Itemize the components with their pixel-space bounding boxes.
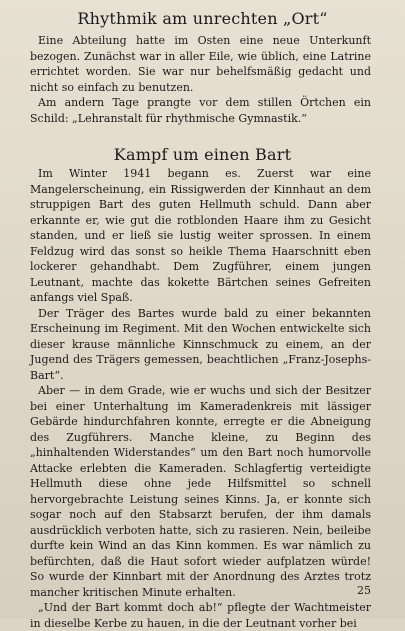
paragraph: Im Winter 1941 begann es. Zuerst war eine Mangelerscheinung, ein Rissigwerden der Kinnhaut an dem struppigen Bart des guten Hellmuth schuld. Dann aber erkannte er, wie gut die rotblonden Haare ihm zu Gesicht standen, und er ließ sie lustig weiter sprossen. In einem Feldzug wird das sonst so heikle Thema Haarschnitt eben lockerer gehandhabt. Dem Zugführer, einem jungen Leutnant, machte das kokette Bärtchen seines Gefreiten anfangs viel Spaß. — [30, 167, 371, 304]
paragraph: Aber — in dem Grade, wie er wuchs und sich der Besitzer bei einer Unterhaltung im Kameradenkreis mit lässiger Gebärde hindurchfahren konnte, erregte er die Abneigung des Zugführers. Manche kleine, zu Beginn des „hinhaltenden Widerstandes“ um den Bart noch humorvolle Attacke erlebten die Kameraden. Schlagfertig verteidigte Hellmuth diese ohne jede Hilfsmittel so schnell hervorgebrachte Leistung seines Kinns. Ja, er konnte sich sogar noch auf den Stabsarzt berufen, der ihm damals ausdrücklich verboten hatte, sich zu rasieren. Nein, beileibe durfte kein Wind an das Kinn kommen. Es war nämlich zu befürchten, daß die Haut sofort wieder aufplatzen würde! So wurde der Kinnbart mit der Anordnung des Arztes trotz mancher kritischen Minute erhalten. — [30, 384, 371, 599]
section-title-rhythmik: Rhythmik am unrechten „Ort“ — [77, 9, 328, 28]
page-number: 25 — [357, 584, 371, 597]
paragraph: „Und der Bart kommt doch ab!“ pflegte der Wachtmeister in dieselbe Kerbe zu hauen, in die der Leutnant vorher bei — [30, 601, 371, 630]
section-title-bart: Kampf um einen Bart — [113, 145, 292, 164]
paragraph: Der Träger des Bartes wurde bald zu einer bekannten Erscheinung im Regiment. Mit den Wochen entwickelte sich dieser krause männliche Kinnschmuck zu einem, an der Jugend des Trägers gemessen, beachtlichen „Franz-Josephs-Bart“. — [30, 306, 371, 382]
paragraph: Eine Abteilung hatte im Osten eine neue Unterkunft bezogen. Zunächst war in aller Eile, wie üblich, eine Latrine errichtet worden. Sie war nur behelfsmäßig gedacht und nicht so einfach zu benutzen. — [30, 34, 371, 94]
paragraph: Am andern Tage prangte vor dem stillen Örtchen ein Schild: „Lehranstalt für rhythmische Gymnastik.“ — [30, 96, 371, 125]
section-rhythmik-text — [30, 33, 371, 126]
section-bart-text — [30, 166, 371, 631]
